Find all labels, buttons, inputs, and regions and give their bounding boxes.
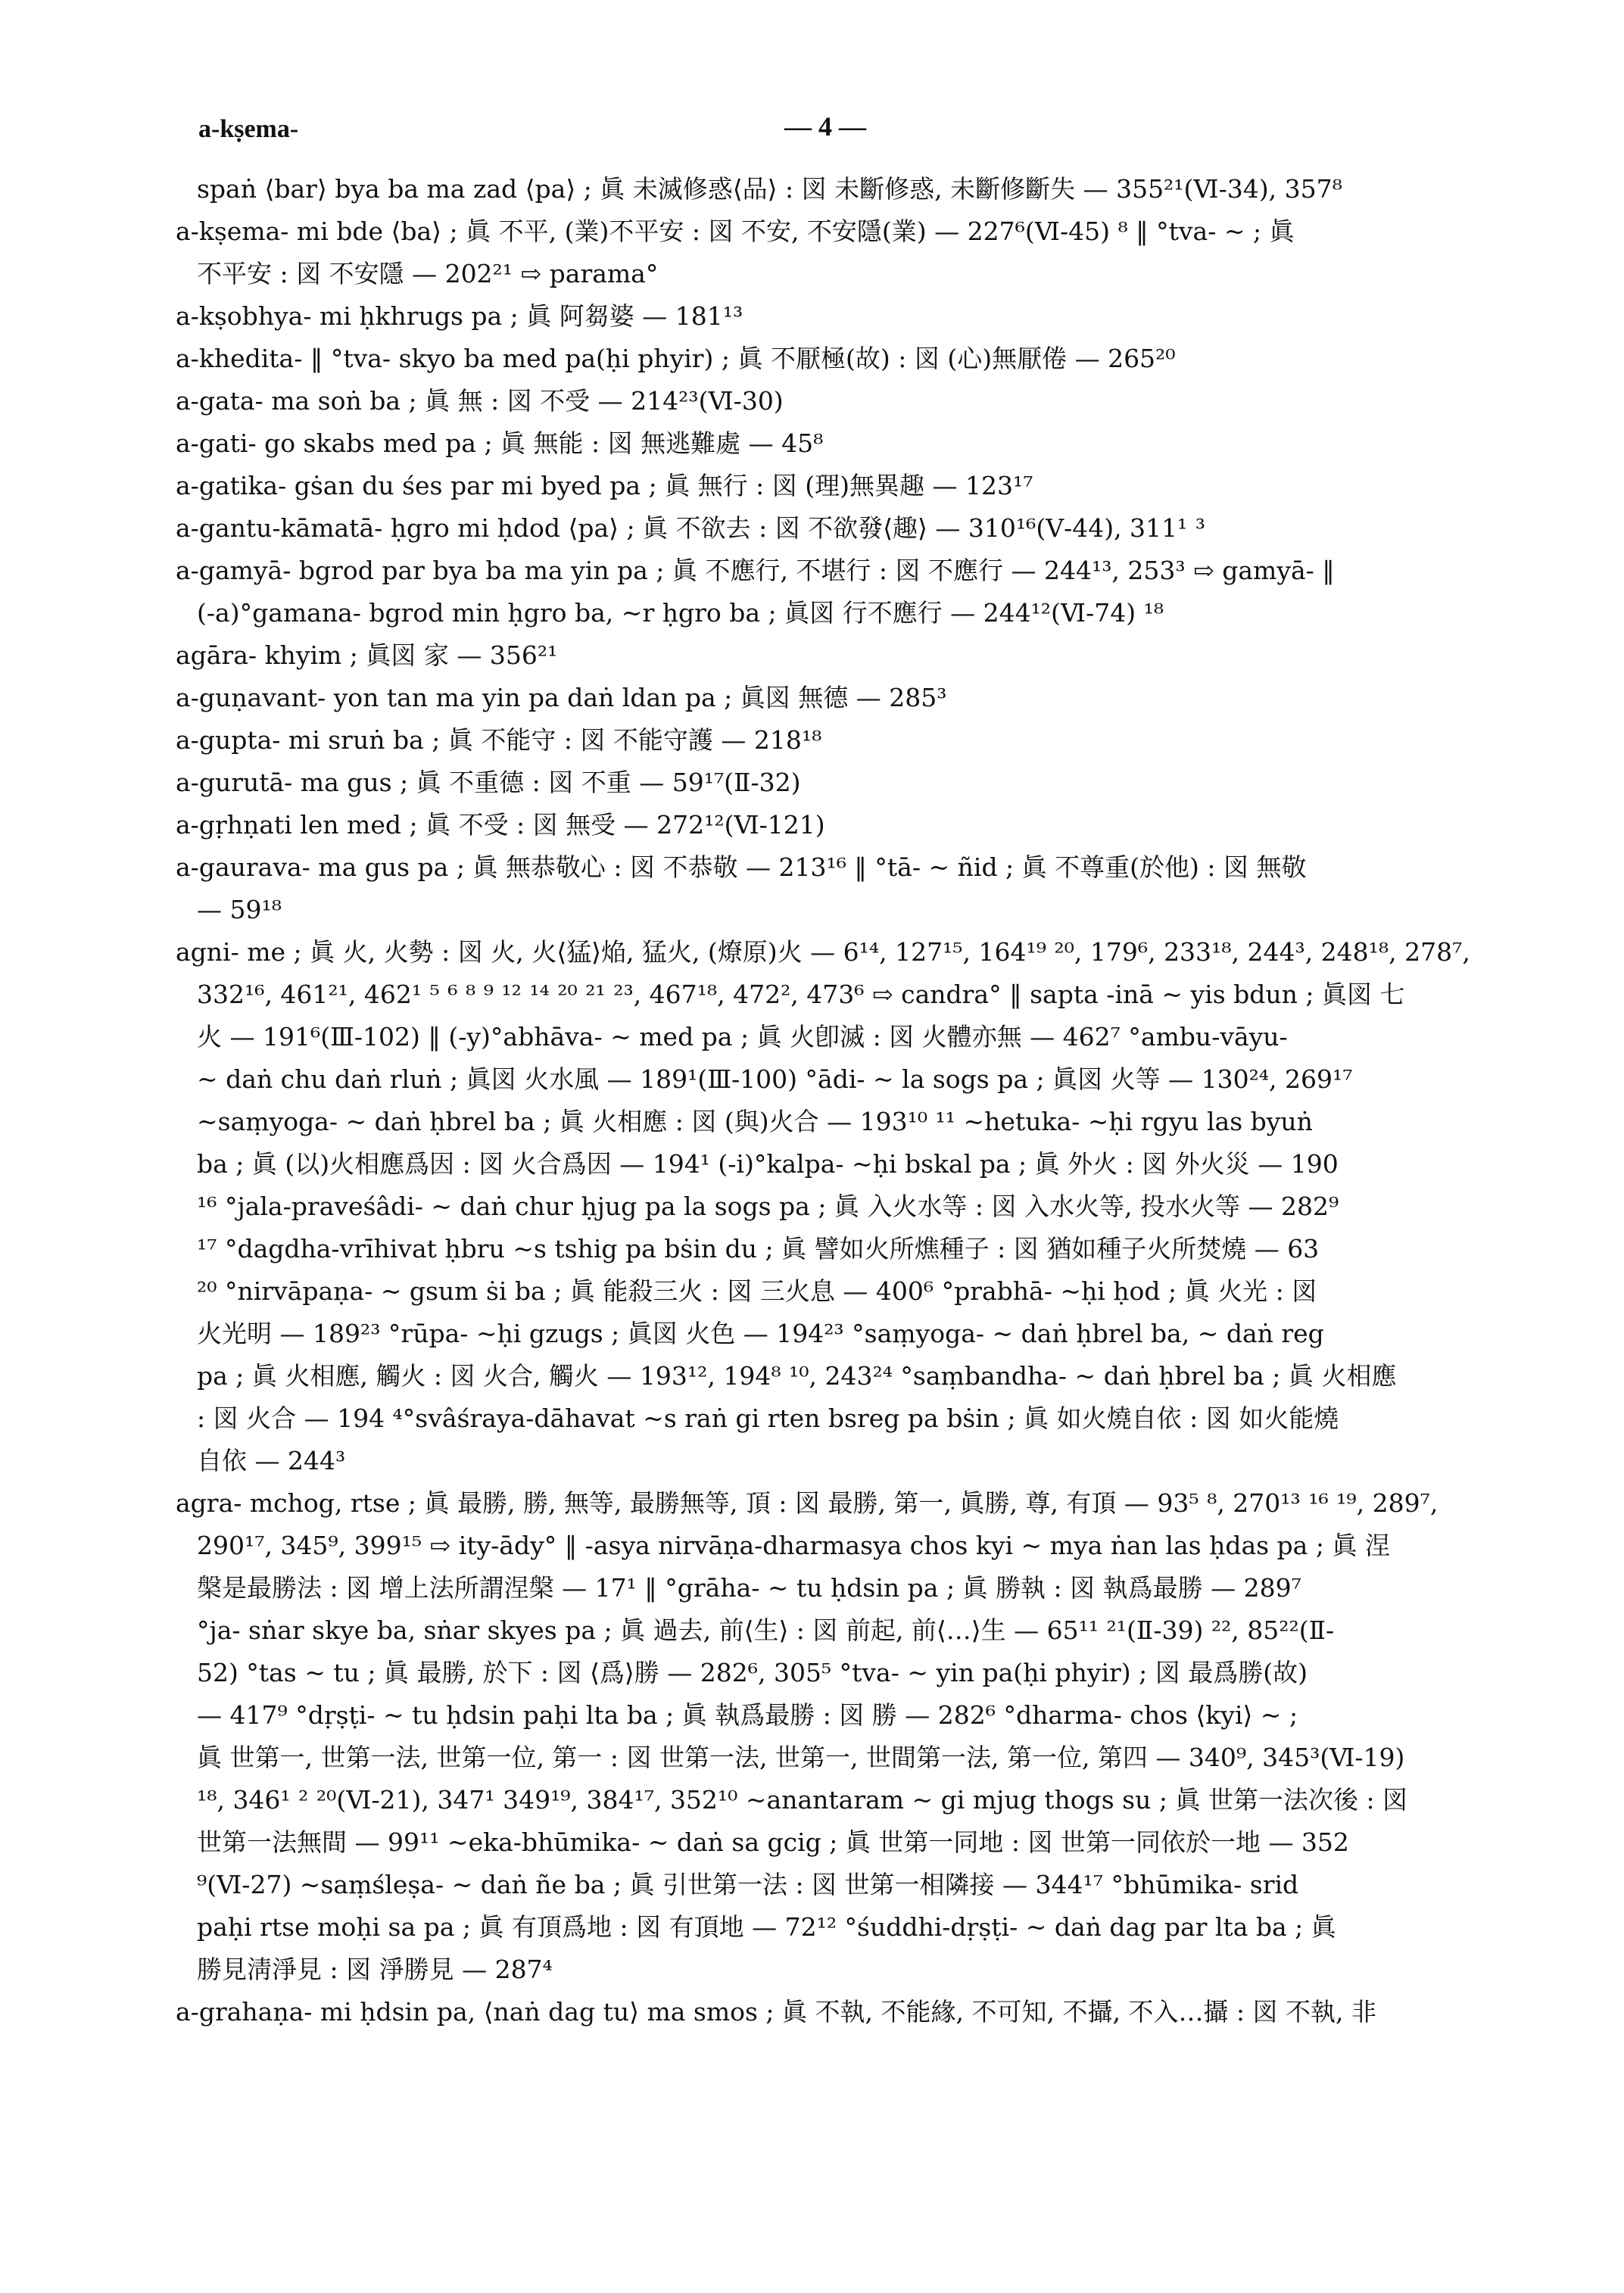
page-number: — 4 — [784, 111, 866, 142]
entry-line: a-gantu-kāmatā- ḥgro mi ḥdod ⟨pa⟩ ; 眞 不欲去 : 図 不欲發⟨趣⟩ — 310¹⁶(Ⅴ-44), 311¹ ³ [176, 513, 1205, 543]
entry-line: a-kṣobhya- mi ḥkhrugs pa ; 眞 阿芻婆 — 181¹³ [176, 301, 743, 331]
entry-line: ¹⁸, 346¹ ² ²⁰(Ⅵ-21), 347¹ 349¹⁹, 384¹⁷, 352¹⁰ ~anantaram ~ gi mjug thogs su ; 眞 世第一法次後 : 図 [197, 1785, 1408, 1815]
entry-line: ¹⁷ °dagdha-vrīhivat ḥbru ~s tshig pa bṡin du ; 眞 譬如火所燋種子 : 図 猶如種子火所焚燒 — 63 [197, 1234, 1320, 1263]
entry-line: 290¹⁷, 345⁹, 399¹⁵ ⇨ ity-ādy° ‖ -asya nirvāṇa-dharmasya chos kyi ~ mya ṅan las ḥdas pa ; 眞 涅 [197, 1531, 1390, 1560]
entry-line: 332¹⁶, 461²¹, 462¹ ⁵ ⁶ ⁸ ⁹ ¹² ¹⁴ ²⁰ ²¹ ²³, 467¹⁸, 472², 473⁶ ⇨ candra° ‖ sapta -inā ~ yis bdun ; 眞図 七 [197, 980, 1405, 1009]
entry-line: 不平安 : 図 不安隱 — 202²¹ ⇨ parama° [197, 259, 659, 288]
entry-line: 槃是最勝法 : 図 增上法所謂涅槃 — 17¹ ‖ °grāha- ~ tu ḥdsin pa ; 眞 勝執 : 図 執爲最勝 — 289⁷ [197, 1573, 1301, 1603]
entry-line: ⁹(Ⅵ-27) ~saṃśleṣa- ~ daṅ ñe ba ; 眞 引世第一法 : 図 世第一相隣接 — 344¹⁷ °bhūmika- srid [197, 1870, 1299, 1899]
entry-line: (-a)°gamana- bgrod min ḥgro ba, ~r ḥgro ba ; 眞図 行不應行 — 244¹²(Ⅵ-74) ¹⁸ [197, 598, 1164, 628]
entry-line: a-gṛhṇati len med ; 眞 不受 : 図 無受 — 272¹²(Ⅵ-121) [176, 810, 825, 840]
entry-line: 眞 世第一, 世第一法, 世第一位, 第一 : 図 世第一法, 世第一, 世間第一法, 第一位, 第四 — 340⁹, 345³(Ⅵ-19) [197, 1743, 1405, 1772]
entry-line: : 図 火合 — 194 ⁴°svâśraya-dāhavat ~s raṅ gi rten bsreg pa bṡin ; 眞 如火燒自依 : 図 如火能燒 [197, 1404, 1339, 1433]
entry-line: spaṅ ⟨bar⟩ bya ba ma zad ⟨pa⟩ ; 眞 未滅修惑⟨品⟩ : 図 未斷修惑, 未斷修斷失 — 355²¹(Ⅵ-34), 357⁸ [197, 174, 1342, 204]
entry-line: a-khedita- ‖ °tva- skyo ba med pa(ḥi phyir) ; 眞 不厭極(故) : 図 (心)無厭倦 — 265²⁰ [176, 344, 1176, 373]
running-head: a-kṣema- [198, 115, 299, 143]
entry-line: °ja- sṅar skye ba, sṅar skyes pa ; 眞 過去, 前⟨生⟩ : 図 前起, 前⟨…⟩生 — 65¹¹ ²¹(Ⅱ-39) ²², 85²²(Ⅱ- [197, 1615, 1335, 1645]
entry-line: a-gata- ma soṅ ba ; 眞 無 : 図 不受 — 214²³(Ⅵ-30) [176, 386, 784, 416]
entry-line: a-guṇavant- yon tan ma yin pa daṅ ldan pa ; 眞図 無德 — 285³ [176, 683, 947, 712]
entry-line: a-kṣema- mi bde ⟨ba⟩ ; 眞 不平, (業)不平安 : 図 不安, 不安隱(業) — 227⁶(Ⅵ-45) ⁸ ‖ °tva- ~ ; 眞 [176, 217, 1295, 246]
entry-line: — 59¹⁸ [197, 895, 282, 924]
entry-line: a-gamyā- bgrod par bya ba ma yin pa ; 眞 不應行, 不堪行 : 図 不應行 — 244¹³, 253³ ⇨ gamyā- ‖ [176, 556, 1335, 585]
entry-line: — 417⁹ °dṛṣṭi- ~ tu ḥdsin paḥi lta ba ; 眞 執爲最勝 : 図 勝 — 282⁶ °dharma- chos ⟨kyi⟩ ~ ; [197, 1700, 1298, 1730]
entry-line: pa ; 眞 火相應, 觸火 : 図 火合, 觸火 — 193¹², 194⁸ ¹⁰, 243²⁴ °saṃbandha- ~ daṅ ḥbrel ba ; 眞 火相應 [197, 1361, 1397, 1391]
entry-line: ¹⁶ °jala-praveśâdi- ~ daṅ chur ḥjug pa la sogs pa ; 眞 入火水等 : 図 入水火等, 投水火等 — 282⁹ [197, 1192, 1339, 1221]
entry-line: ~saṃyoga- ~ daṅ ḥbrel ba ; 眞 火相應 : 図 (與)火合 — 193¹⁰ ¹¹ ~hetuka- ~ḥi rgyu las byuṅ [197, 1107, 1313, 1136]
entry-line: 火光明 — 189²³ °rūpa- ~ḥi gzugs ; 眞図 火色 — 194²³ °saṃyoga- ~ daṅ ḥbrel ba, ~ daṅ reg [197, 1319, 1324, 1348]
entry-line: a-gaurava- ma gus pa ; 眞 無恭敬心 : 図 不恭敬 — 213¹⁶ ‖ °tā- ~ ñid ; 眞 不尊重(於他) : 図 無敬 [176, 852, 1307, 882]
entry-line: 火 — 191⁶(Ⅲ-102) ‖ (-y)°abhāva- ~ med pa ; 眞 火卽滅 : 図 火體亦無 — 462⁷ °ambu-vāyu- [197, 1022, 1288, 1051]
entry-line: agra- mchog, rtse ; 眞 最勝, 勝, 無等, 最勝無等, 頂 : 図 最勝, 第一, 眞勝, 尊, 有頂 — 93⁵ ⁸, 270¹³ ¹⁶ ¹⁹, 289⁷, [176, 1488, 1439, 1518]
entry-line: 52) °tas ~ tu ; 眞 最勝, 於下 : 図 ⟨爲⟩勝 — 282⁶, 305⁵ °tva- ~ yin pa(ḥi phyir) ; 図 最爲勝(故) [197, 1658, 1308, 1687]
entry-line: agāra- khyim ; 眞図 家 — 356²¹ [176, 640, 558, 670]
entry-line: agni- me ; 眞 火, 火勢 : 図 火, 火⟨猛⟩焔, 猛火, (燎原)火 — 6¹⁴, 127¹⁵, 164¹⁹ ²⁰, 179⁶, 233¹⁸, 244³, 248¹⁸, 278⁷, [176, 937, 1470, 967]
entry-line: a-gurutā- ma gus ; 眞 不重德 : 図 不重 — 59¹⁷(Ⅱ-32) [176, 768, 801, 797]
entry-line: a-gati- go skabs med pa ; 眞 無能 : 図 無逃難處 — 45⁸ [176, 428, 824, 458]
entry-line: 自依 — 244³ [197, 1446, 346, 1475]
entry-line: 世第一法無間 — 99¹¹ ~eka-bhūmika- ~ daṅ sa gcig ; 眞 世第一同地 : 図 世第一同依於一地 — 352 [197, 1827, 1349, 1857]
entry-line: paḥi rtse moḥi sa pa ; 眞 有頂爲地 : 図 有頂地 — 72¹² °śuddhi-dṛṣṭi- ~ daṅ dag par lta ba ; 眞 [197, 1912, 1336, 1942]
entry-line: a-gatika- gṡan du śes par mi byed pa ; 眞 無行 : 図 (理)無異趣 — 123¹⁷ [176, 471, 1033, 500]
entry-list [176, 168, 1523, 2033]
entry-line: ²⁰ °nirvāpaṇa- ~ gsum ṡi ba ; 眞 能殺三火 : 図 三火息 — 400⁶ °prabhā- ~ḥi ḥod ; 眞 火光 : 図 [197, 1276, 1317, 1306]
entry-line: ba ; 眞 (以)火相應爲因 : 図 火合爲因 — 194¹ (-i)°kalpa- ~ḥi bskal pa ; 眞 外火 : 図 外火災 — 190 [197, 1149, 1339, 1179]
entry-line: a-gupta- mi sruṅ ba ; 眞 不能守 : 図 不能守護 — 218¹⁸ [176, 725, 822, 755]
entry-line: 勝見淸淨見 : 図 淨勝見 — 287⁴ [197, 1955, 553, 1984]
entry-line: a-grahaṇa- mi ḥdsin pa, ⟨naṅ dag tu⟩ ma smos ; 眞 不執, 不能緣, 不可知, 不攝, 不入…攝 : 図 不執, 非 [176, 1997, 1377, 2027]
entry-line: ~ daṅ chu daṅ rluṅ ; 眞図 火水風 — 189¹(Ⅲ-100) °ādi- ~ la sogs pa ; 眞図 火等 — 130²⁴, 269¹⁷ [197, 1064, 1353, 1094]
